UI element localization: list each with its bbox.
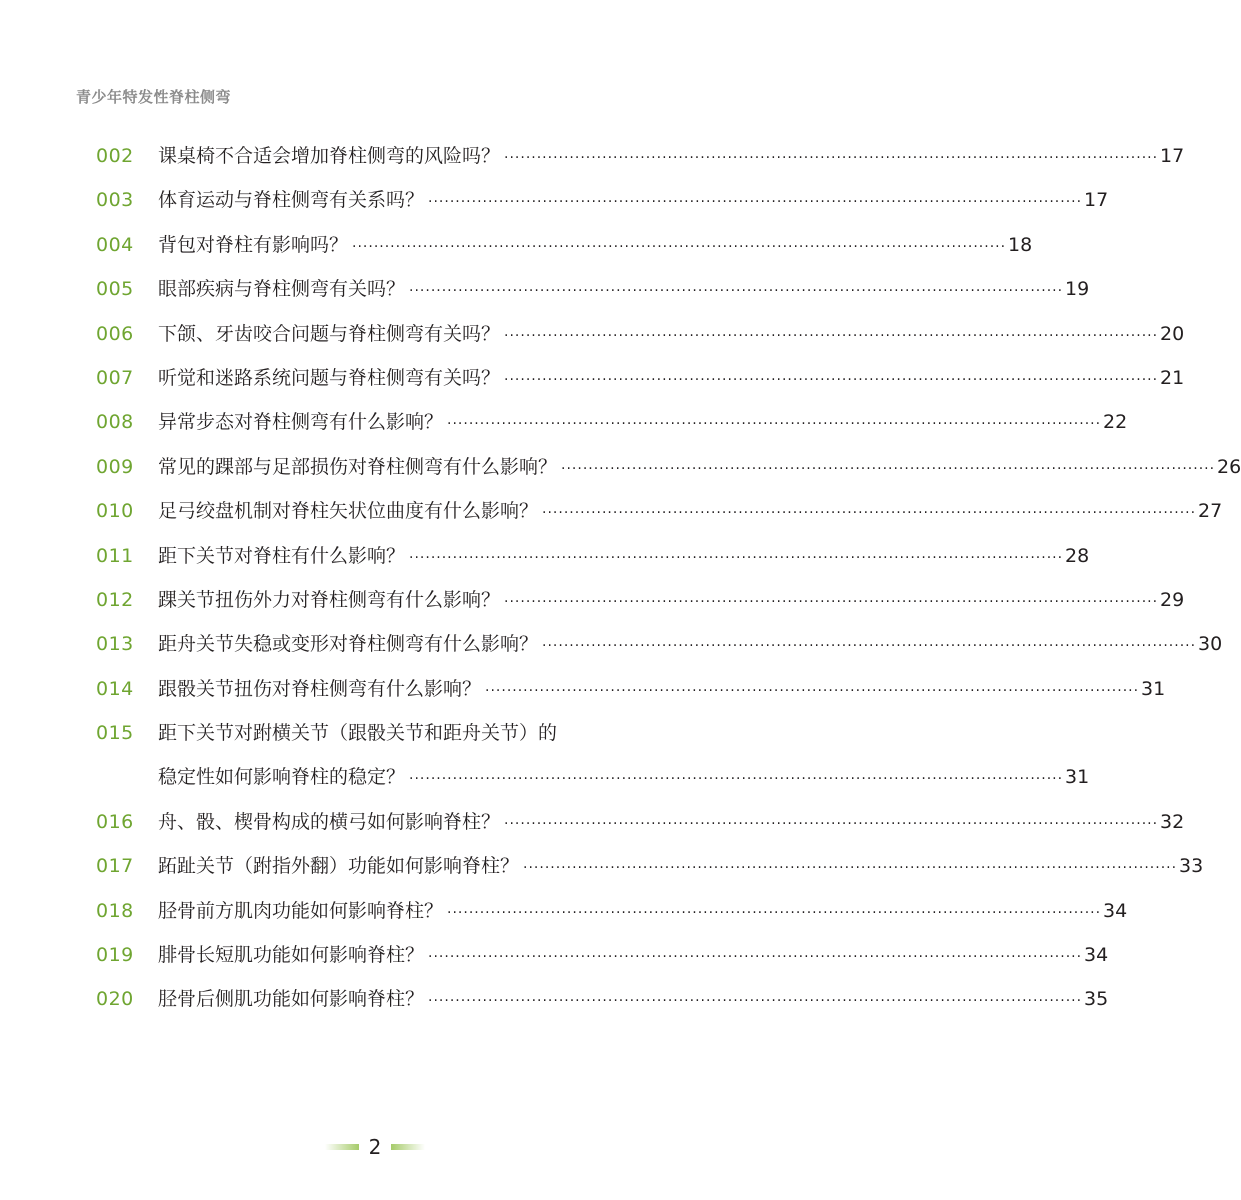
toc-entry-title: 距舟关节失稳或变形对脊柱侧弯有什么影响？ (158, 633, 539, 656)
page-footer (0, 1135, 750, 1159)
toc-entry-number: 008 (96, 411, 134, 434)
dot-leader: ························································································································ (504, 815, 1159, 832)
toc-entry-title: 胫骨后侧肌功能如何影响脊柱？ (158, 988, 425, 1011)
dot-leader: ························································································································ (542, 638, 1197, 655)
running-header-title: 青少年特发性脊柱侧弯 (76, 88, 232, 106)
toc-entry-010[interactable] (96, 495, 1223, 539)
toc-entry-page: 21 (1160, 366, 1185, 389)
toc-entry-002[interactable] (96, 140, 1185, 184)
dot-leader: ························································································································ (504, 371, 1159, 388)
toc-entry-page: 17 (1084, 189, 1109, 212)
dot-leader: ························································································································ (352, 238, 1007, 255)
toc-entry-008[interactable] (96, 406, 1128, 450)
dot-leader: ························································································································ (447, 904, 1102, 921)
toc-entry-page: 34 (1084, 944, 1109, 967)
toc-entry-006[interactable] (96, 318, 1185, 362)
toc-entry-number: 018 (96, 899, 134, 922)
toc-entry-page: 33 (1179, 855, 1204, 878)
toc-entry-number: 011 (96, 544, 134, 567)
dot-leader: ························································································································ (504, 327, 1159, 344)
toc-entry-014[interactable] (96, 673, 1166, 717)
toc-entry-page: 34 (1103, 899, 1128, 922)
toc-entry-title: 异常步态对脊柱侧弯有什么影响？ (158, 411, 444, 434)
toc-entry-page: 30 (1198, 633, 1223, 656)
table-of-contents (96, 140, 1241, 1028)
toc-entry-page: 31 (1065, 766, 1090, 789)
toc-entry-page: 27 (1198, 500, 1223, 523)
toc-entry-page: 35 (1084, 988, 1109, 1011)
toc-entry-title: 腓骨长短肌功能如何影响脊柱？ (158, 944, 425, 967)
toc-entry-015[interactable] (96, 717, 668, 761)
toc-entry-page: 17 (1160, 145, 1185, 167)
toc-entry-number: 019 (96, 944, 134, 967)
dot-leader: ························································································································ (428, 194, 1083, 211)
footer-decoration-bar-right (391, 1144, 425, 1150)
toc-entry-005[interactable] (96, 273, 1090, 317)
dot-leader: ························································································································ (523, 860, 1178, 877)
toc-entry-number: 014 (96, 677, 134, 700)
dot-leader: ························································································································ (428, 949, 1083, 966)
toc-entry-number: 003 (96, 189, 134, 212)
toc-entry-number: 007 (96, 366, 134, 389)
toc-entry-013[interactable] (96, 628, 1223, 672)
toc-entry-title: 胫骨前方肌肉功能如何影响脊柱？ (158, 899, 444, 922)
footer-decoration-bar-left (325, 1144, 359, 1150)
page-number: 2 (368, 1135, 382, 1159)
dot-leader: ························································································································ (542, 505, 1197, 522)
dot-leader: ························································································································ (409, 549, 1064, 566)
toc-entry-018[interactable] (96, 895, 1128, 939)
toc-entry-number: 015 (96, 722, 134, 745)
toc-entry-007[interactable] (96, 362, 1185, 406)
toc-entry-011[interactable] (96, 540, 1090, 584)
dot-leader: ························································································································ (428, 993, 1083, 1010)
toc-entry-number: 006 (96, 322, 134, 345)
toc-entry-title: 眼部疾病与脊柱侧弯有关吗？ (158, 278, 406, 301)
dot-leader: ························································································································ (409, 771, 1064, 788)
toc-entry-title: 足弓绞盘机制对脊柱矢状位曲度有什么影响？ (158, 500, 539, 523)
dot-leader: ························································································································ (485, 682, 1140, 699)
toc-entry-title: 距下关节对跗横关节（跟骰关节和距舟关节）的 (158, 722, 558, 745)
dot-leader: ························································································································ (409, 283, 1064, 300)
toc-entry-title: 常见的踝部与足部损伤对脊柱侧弯有什么影响？ (158, 455, 558, 478)
toc-entry-title: 下颌、牙齿咬合问题与脊柱侧弯有关吗？ (158, 322, 501, 345)
toc-entry-number: 010 (96, 500, 134, 523)
toc-entry-page: 32 (1160, 810, 1185, 833)
toc-entry-019[interactable] (96, 939, 1109, 983)
toc-entry-number: 009 (96, 455, 134, 478)
toc-entry-title: 跖趾关节（跗指外翻）功能如何影响脊柱？ (158, 855, 520, 878)
toc-entry-title: 距下关节对脊柱有什么影响？ (158, 544, 406, 567)
toc-entry-title: 稳定性如何影响脊柱的稳定？ (158, 766, 406, 789)
toc-entry-017[interactable] (96, 850, 1204, 894)
toc-entry-title: 课桌椅不合适会增加脊柱侧弯的风险吗？ (158, 145, 501, 167)
toc-entry-page: 31 (1141, 677, 1166, 700)
toc-entry-title: 舟、骰、楔骨构成的横弓如何影响脊柱？ (158, 810, 501, 833)
toc-entry-page: 20 (1160, 322, 1185, 345)
toc-entry-012[interactable] (96, 584, 1185, 628)
toc-entry-number: 002 (96, 145, 134, 167)
toc-entry-015-continued[interactable] (96, 761, 1090, 805)
toc-entry-003[interactable] (96, 184, 1109, 228)
toc-entry-number: 013 (96, 633, 134, 656)
toc-entry-number: 017 (96, 855, 134, 878)
toc-entry-title: 背包对脊柱有影响吗？ (158, 233, 349, 256)
toc-entry-number: 016 (96, 810, 134, 833)
toc-entry-004[interactable] (96, 229, 1033, 273)
dot-leader: ························································································································ (447, 416, 1102, 433)
toc-entry-page: 26 (1217, 455, 1241, 478)
toc-entry-number: 020 (96, 988, 134, 1011)
toc-entry-page: 29 (1160, 588, 1185, 611)
toc-entry-title: 跟骰关节扭伤对脊柱侧弯有什么影响？ (158, 677, 482, 700)
dot-leader: ························································································································ (504, 150, 1159, 166)
toc-entry-016[interactable] (96, 806, 1185, 850)
toc-entry-title: 踝关节扭伤外力对脊柱侧弯有什么影响？ (158, 588, 501, 611)
toc-entry-number: 005 (96, 278, 134, 301)
dot-leader: ························································································································ (561, 460, 1216, 477)
toc-entry-number: 004 (96, 233, 134, 256)
toc-entry-009[interactable] (96, 451, 1241, 495)
toc-entry-page: 28 (1065, 544, 1090, 567)
toc-entry-title: 听觉和迷路系统问题与脊柱侧弯有关吗？ (158, 366, 501, 389)
toc-entry-020[interactable] (96, 983, 1109, 1027)
toc-entry-number: 012 (96, 588, 134, 611)
toc-entry-title: 体育运动与脊柱侧弯有关系吗？ (158, 189, 425, 212)
toc-entry-page: 22 (1103, 411, 1128, 434)
toc-entry-page: 18 (1008, 233, 1033, 256)
toc-entry-page: 19 (1065, 278, 1090, 301)
dot-leader: ························································································································ (504, 593, 1159, 610)
